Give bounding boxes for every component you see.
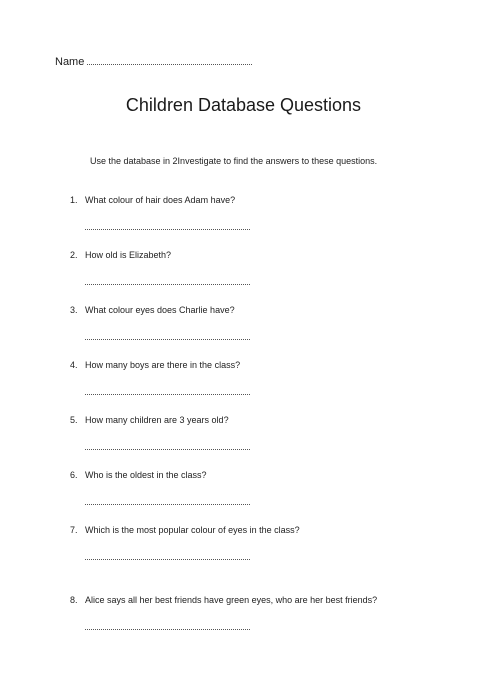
question-number: 6. [70,470,78,480]
question-1 [70,195,235,205]
page-title: Children Database Questions [125,95,362,115]
answer-line-3[interactable] [85,339,250,340]
question-number: 3. [70,305,78,315]
question-text: How many children are 3 years old? [85,415,229,425]
answer-line-2[interactable] [85,284,250,285]
question-text: Which is the most popular colour of eyes in the class? [85,525,300,535]
question-number: 8. [70,595,78,605]
question-7 [70,525,300,535]
question-3 [70,305,235,315]
answer-line-4[interactable] [85,394,250,395]
question-number: 7. [70,525,78,535]
instructions-text: Use the database in 2Investigate to find the answers to these questions. [90,156,378,166]
question-5 [70,415,229,425]
name-label: Name [55,56,85,68]
answer-line-1[interactable] [85,229,250,230]
question-2 [70,250,171,260]
answer-line-7[interactable] [85,559,250,560]
question-text: What colour of hair does Adam have? [85,195,236,205]
question-4 [70,360,240,370]
question-number: 5. [70,415,78,425]
question-number: 4. [70,360,78,370]
name-answer-line[interactable] [87,56,252,65]
question-text: How old is Elizabeth? [85,250,172,260]
answer-line-8[interactable] [85,629,250,630]
answer-line-6[interactable] [85,504,250,505]
question-text: What colour eyes does Charlie have? [85,305,235,315]
name-field-row [55,56,252,68]
question-number: 1. [70,195,78,205]
question-text: How many boys are there in the class? [85,360,241,370]
answer-line-5[interactable] [85,449,250,450]
question-8 [70,595,377,605]
question-6 [70,470,207,480]
question-text: Who is the oldest in the class? [85,470,207,480]
question-text: Alice says all her best friends have green eyes, who are her best friends? [85,595,378,605]
question-number: 2. [70,250,78,260]
